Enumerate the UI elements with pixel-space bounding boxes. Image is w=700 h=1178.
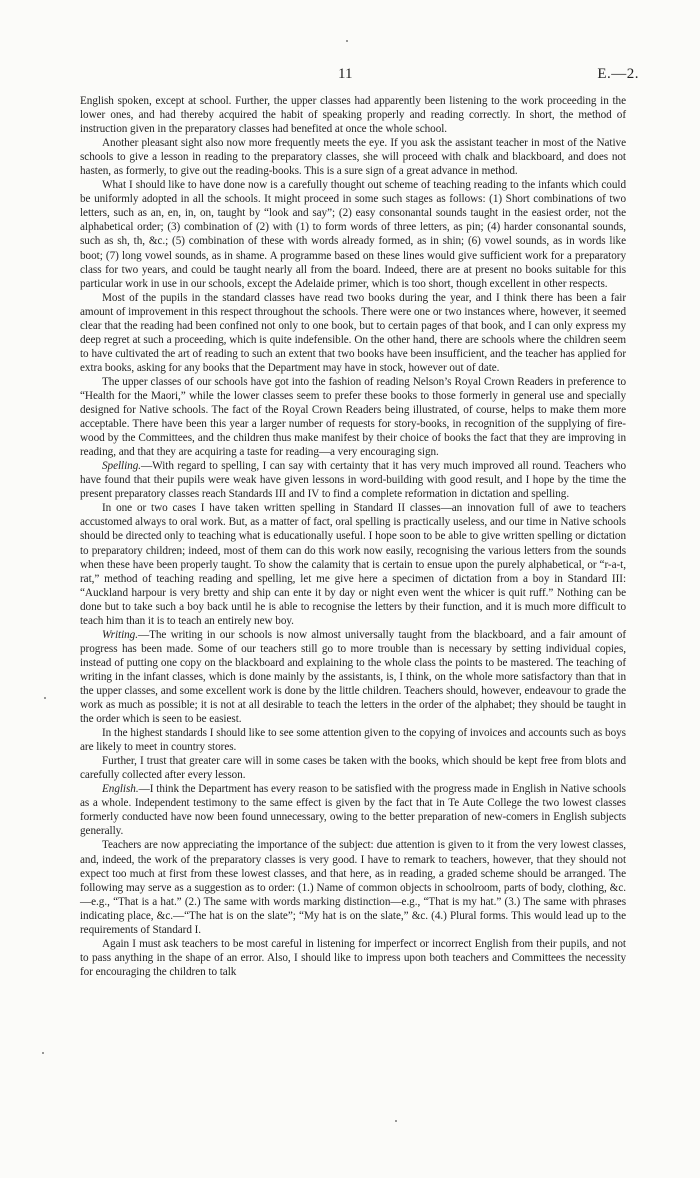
- section-heading-english: English.: [102, 783, 139, 796]
- section-heading-spelling: Spelling.: [102, 460, 142, 473]
- scan-speck: [42, 1052, 44, 1054]
- paragraph: In one or two cases I have taken written spelling in Standard II classes—an innovation full of awe to teachers accustomed always to oral work. But, as a matter of fact, oral spelling is practically useless, and our time in Native schools should be directed only to teaching what is educationally useful. I hope soon to be able to give written spelling or dictation to preparatory children; indeed, most of them can do this work now easily, recognising the various letters from the sounds when these have been properly taught. To show the calamity that is certain to ensue upon the purely alphabetical, or “r-a-t, rat,” method of teaching reading and spelling, let me give here a specimen of dictation from a boy in Standard III: “Auckland harpour is very bretty and ship can ente it by day or night even went the whicer is quit ruff.” Nothing can be done but to take such a boy back until he is able to recognise the letters by their function, and it is much more difficult to teach him than it is to teach an entirely new boy.: [80, 502, 626, 627]
- paragraph: Another pleasant sight also now more frequently meets the eye. If you ask the assistant teacher in most of the Native schools to give a lesson in reading to the preparatory classes, she will proceed with chalk and blackboard, and does not hasten, as formerly, to give out the reading-books. This is a sure sign of a great advance in method.: [80, 137, 626, 178]
- body-text: [80, 94, 626, 979]
- paragraph: English spoken, except at school. Further, the upper classes had apparently been listening to the work proceeding in the lower ones, and had thereby acquired the habit of speaking properly and reading correctly. In short, the method of instruction given in the preparatory classes had benefited at once the whole school.: [80, 95, 626, 136]
- page-header: [0, 66, 700, 88]
- paragraph: Further, I trust that greater care will in some cases be taken with the books, which should be kept free from blots and carefully collected after every lesson.: [80, 755, 626, 782]
- page-number: 11: [338, 66, 353, 82]
- paragraph: Most of the pupils in the standard classes have read two books during the year, and I think there has been a fair amount of improvement in this respect throughout the schools. There were one or two instances where, however, it seemed clear that the reading had been confined not only to one book, but to certain pages of that book, and I can only express my deep regret at such a proceeding, which is quite indefensible. On the other hand, there are schools where the children seem to have cultivated the art of reading to such an extent that two books have been insufficient, and the teacher has applied for extra books, asking for any books that the Department may have in stock, however out of date.: [80, 291, 626, 374]
- paragraph: Teachers are now appreciating the importance of the subject: due attention is given to it from the very lowest classes, and, indeed, the work of the preparatory classes is very good. I have to remark to teachers, however, that they should not expect too much at first from these lowest classes, and that here, as in reading, a graded scheme should be arranged. The following may serve as a suggestion as to order: (1.) Name of common objects in schoolroom, parts of body, clothing, &c.—e.g., “That is a hat.” (2.) The same with words marking distinction—e.g., “That is my hat.” (3.) The same with phrases indicating place, &c.—“The hat is on the slate”; “My hat is on the slate,” &c. (4.) Plural forms. This would lead up to the requirements of Standard I.: [80, 839, 626, 936]
- paragraph-text: —The writing in our schools is now almost universally taught from the blackboard, and a fair amount of progress has been made. Some of our teachers still go to more trouble than is necessary by setting individual copies, instead of putting one copy on the blackboard and explaining to the whole class the points to be mastered. The teaching of writing in the infant classes, which is done mainly by the assistants, is, I think, on the whole more satisfactory than that in the upper classes, and some excellent work is done by the little children. Teachers should, however, endeavour to grade the work as much as possible; it is not at all desirable to teach the letters in the order of the alphabet; they should be taught in the order which is seen to be easiest.: [80, 628, 626, 726]
- paragraph-text: —I think the Department has every reason to be satisfied with the progress made in English in Native schools as a whole. Independent testimony to the same effect is given by the fact that in Te Aute College the two lowest classes formerly conducted have now been found unnecessary, owing to the better preparation of new-comers in English subjects generally.: [80, 783, 626, 838]
- paragraph: Again I must ask teachers to be most careful in listening for imperfect or incorrect English from their pupils, and not to pass anything in the shape of an error. Also, I should like to impress upon both teachers and Committees the necessity for encouraging the children to talk: [80, 937, 626, 978]
- document-reference: E.—2.: [597, 66, 639, 82]
- section-heading-writing: Writing.: [102, 628, 138, 641]
- paragraph-writing: [80, 628, 626, 726]
- scan-speck: [395, 1120, 397, 1122]
- scan-speck: [44, 697, 46, 699]
- scan-speck: [346, 40, 348, 42]
- paragraph: In the highest standards I should like to see some attention given to the copying of invoices and accounts such as boys are likely to meet in country stores.: [80, 727, 626, 754]
- paragraph-english: [80, 782, 626, 838]
- paragraph: What I should like to have done now is a carefully thought out scheme of teaching reading to the infants which could be uniformly adopted in all the schools. It might proceed in some such stages as follows: (1) Short combinations of two letters, such as an, en, in, on, taught by “look and say”; (2) easy consonantal sounds taught in the easiest order, not the alphabetical order; (3) combination of (2) with (1) to form words of three letters, as pin; (4) harder consonantal sounds, such as sh, th, &c.; (5) combination of these with words already formed, as in shin; (6) vowel sounds, as in words like boot; (7) long vowel sounds, as in shame. A programme based on these lines would give sufficient work for a preparatory class for two years, and could be taught nearly all from the board. Indeed, there are at present no books suitable for this particular work in use in our schools, except the Adelaide primer, which is too short, though excellent in other respects.: [80, 179, 626, 290]
- paragraph-spelling: [80, 459, 626, 501]
- paragraph-text: —With regard to spelling, I can say with certainty that it has very much improved all round. Teachers who have found that their pupils were weak have given lessons in word-building with good result, and I hope by the time the present preparatory classes reach Standards III and IV to find a complete reformation in dictation and spelling.: [80, 460, 626, 501]
- paragraph: The upper classes of our schools have got into the fashion of reading Nelson’s Royal Crown Readers in preference to “Health for the Maori,” while the lower classes seem to prefer these books to those formerly in general use and specially designed for Native schools. The fact of the Royal Crown Readers being illustrated, of course, helps to make them more acceptable. There have been this year a larger number of requests for story-books, in recognition of the supplying of fire-wood by the Committees, and the children thus make manifest by their choice of books the fact that they are improving in reading, and that they are acquiring a taste for reading—a very encouraging sign.: [80, 375, 626, 459]
